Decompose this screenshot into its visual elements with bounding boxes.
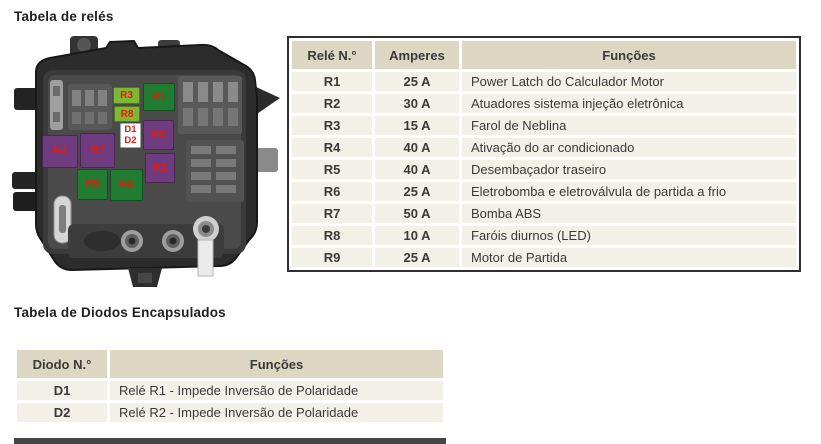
table-cell: D1 (17, 381, 107, 400)
diode-block-label: D2 (124, 134, 137, 146)
table-row (292, 204, 796, 223)
mounting-foot-slot (138, 273, 152, 283)
connector-lug (12, 172, 38, 189)
column-header: Funções (462, 41, 796, 69)
table-cell: R6 (292, 182, 372, 201)
fuse-slot (98, 90, 107, 106)
diode-table-header-row (17, 350, 443, 378)
table-row (17, 381, 443, 400)
relay-block-R8: R8 (114, 106, 140, 122)
table-cell: Relé R1 - Impede Inversão de Polaridade (110, 381, 443, 400)
column-header: Relé N.° (292, 41, 372, 69)
table-cell: R5 (292, 160, 372, 179)
table-row (292, 226, 796, 245)
table-cell: 15 A (375, 116, 459, 135)
table-cell: Power Latch do Calculador Motor (462, 72, 796, 91)
fuse-slot (216, 146, 236, 154)
table-row (292, 116, 796, 135)
relay-block-R4: R4 (42, 135, 78, 168)
table-cell: 25 A (375, 72, 459, 91)
bolt (129, 238, 136, 245)
fuse-puller-slot (59, 205, 66, 233)
table-cell: 10 A (375, 226, 459, 245)
relay-block-R2: R2 (145, 153, 175, 183)
table-cell: D2 (17, 403, 107, 422)
table-cell: Eletrobomba e eletroválvula de partida a frio (462, 182, 796, 201)
fuse-slot (98, 112, 107, 124)
relay-block-R6: R6 (110, 169, 143, 201)
recess (84, 231, 120, 251)
table-row (292, 72, 796, 91)
table-cell: Farol de Neblina (462, 116, 796, 135)
terminal-bolt (202, 225, 210, 233)
table-cell: R4 (292, 138, 372, 157)
table-cell: 25 A (375, 182, 459, 201)
diode-table (14, 347, 446, 425)
fuse-slot (191, 146, 211, 154)
relay-block-R9: R9 (77, 169, 108, 200)
fuse-slot (183, 82, 193, 102)
fuse-slot (53, 112, 60, 122)
relay-block-R7: R7 (80, 133, 115, 168)
table-cell: R3 (292, 116, 372, 135)
fuse-slot (213, 108, 223, 126)
table-row (292, 160, 796, 179)
table-cell: 25 A (375, 248, 459, 267)
fuse-slot (198, 108, 208, 126)
table-cell: Ativação do ar condicionado (462, 138, 796, 157)
relay-table-title: Tabela de relés (14, 9, 114, 24)
fuse-slot (191, 159, 211, 167)
table-row (292, 94, 796, 113)
table-row (292, 182, 796, 201)
fuse-slot (72, 112, 81, 124)
fuse-slot (85, 90, 94, 106)
fuse-slot (198, 82, 208, 102)
table-cell: 40 A (375, 138, 459, 157)
table-row (17, 403, 443, 422)
fusebox-illustration (10, 28, 282, 290)
table-cell: Relé R2 - Impede Inversão de Polaridade (110, 403, 443, 422)
fuse-slot (53, 86, 60, 96)
fuse-slot (191, 172, 211, 180)
fuse-slot (216, 185, 236, 193)
fuse-slot (85, 112, 94, 124)
fuse-slot (216, 172, 236, 180)
table-cell: R2 (292, 94, 372, 113)
diode-table-title: Tabela de Diodos Encapsulados (14, 305, 226, 320)
column-header: Diodo N.° (17, 350, 107, 378)
fuse-slot (228, 108, 238, 126)
bolt-head (77, 38, 91, 52)
table-cell: 50 A (375, 204, 459, 223)
column-header: Amperes (375, 41, 459, 69)
cutoff-next-table-bar (14, 438, 446, 444)
table-cell: R9 (292, 248, 372, 267)
column-header: Funções (110, 350, 443, 378)
table-cell: Bomba ABS (462, 204, 796, 223)
fuse-slot (183, 108, 193, 126)
relay-block-R3: R3 (113, 87, 140, 104)
relay-table (287, 36, 801, 272)
table-cell: Motor de Partida (462, 248, 796, 267)
table-row (292, 248, 796, 267)
table-cell: 40 A (375, 160, 459, 179)
table-cell: 30 A (375, 94, 459, 113)
relay-block-R1: R1 (143, 83, 175, 111)
relay-block-R5: R5 (143, 120, 174, 150)
connector-lug (14, 88, 38, 110)
fuse-slot (213, 82, 223, 102)
table-cell: R7 (292, 204, 372, 223)
fuse-slot (216, 159, 236, 167)
bolt (170, 238, 177, 245)
table-row (292, 138, 796, 157)
table-cell: Faróis diurnos (LED) (462, 226, 796, 245)
table-cell: R1 (292, 72, 372, 91)
table-cell: Desembaçador traseiro (462, 160, 796, 179)
connector-lug (13, 192, 38, 211)
white-cable (198, 240, 213, 276)
fuse-slot (191, 185, 211, 193)
diode-block-label: D1 (124, 124, 137, 135)
table-cell: R8 (292, 226, 372, 245)
fuse-slot (72, 90, 81, 106)
fuse-slot (228, 82, 238, 102)
diode-block-D1-D2 (120, 123, 141, 148)
relay-table-header-row (292, 41, 796, 69)
table-cell: Atuadores sistema injeção eletrônica (462, 94, 796, 113)
